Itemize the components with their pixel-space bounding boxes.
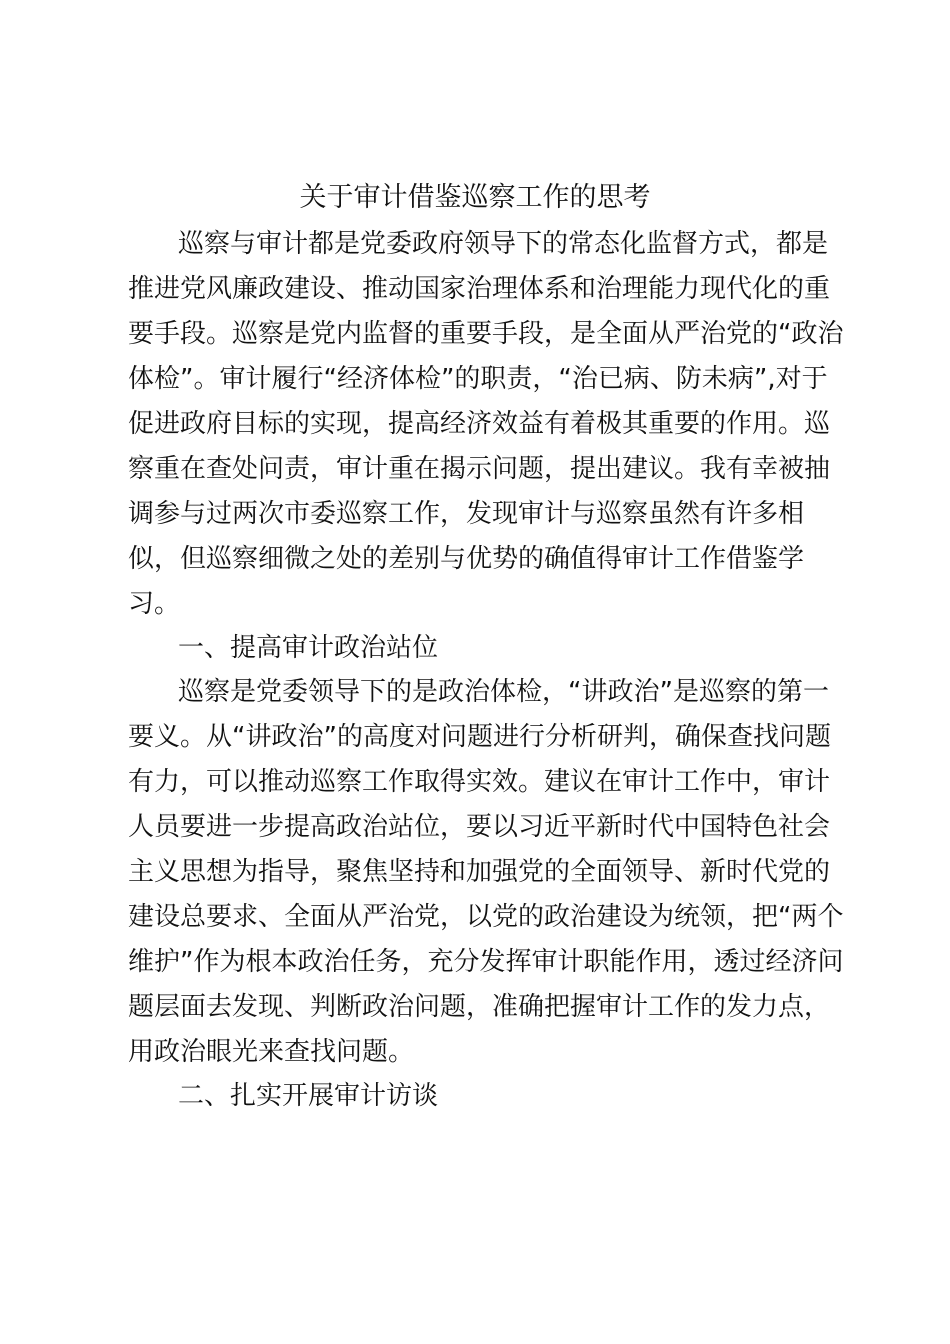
paragraph-1-line-2: 推进党风廉政建设、推动国家治理体系和治理能力现代化的重 — [128, 274, 831, 304]
paragraph-2-line-3: 有力，可以推动巡察工作取得实效。建议在审计工作中，审计 — [128, 767, 831, 797]
paragraph-1-line-3: 要手段。巡察是党内监督的重要手段，是全面从严治党的“政治 — [128, 319, 844, 349]
paragraph-1-line-6: 察重在查处问责，审计重在揭示问题，提出建议。我有幸被抽 — [128, 454, 831, 484]
document-title: 关于审计借鉴巡察工作的思考 — [299, 182, 651, 213]
section-heading-1: 一、提高审计政治站位 — [178, 633, 439, 663]
paragraph-2-line-8: 题层面去发现、判断政治问题，准确把握审计工作的发力点， — [128, 992, 831, 1022]
paragraph-2-line-7: 维护”作为根本政治任务，充分发挥审计职能作用，透过经济问 — [128, 947, 844, 977]
paragraph-2-line-9: 用政治眼光来查找问题。 — [128, 1037, 415, 1067]
paragraph-1-line-5: 促进政府目标的实现，提高经济效益有着极其重要的作用。巡 — [128, 409, 831, 439]
section-heading-2: 二、扎实开展审计访谈 — [178, 1081, 439, 1111]
paragraph-2-line-2: 要义。从“讲政治”的高度对问题进行分析研判，确保查找问题 — [128, 722, 831, 752]
paragraph-2-line-1: 巡察是党委领导下的是政治体检，“讲政治”是巡察的第一 — [178, 677, 829, 707]
paragraph-1-line-8: 似，但巡察细微之处的差别与优势的确值得审计工作借鉴学 — [128, 544, 805, 574]
paragraph-1-line-7: 调参与过两次市委巡察工作，发现审计与巡察虽然有许多相 — [128, 499, 805, 529]
paragraph-2-line-6: 建设总要求、全面从严治党，以党的政治建设为统领，把“两个 — [128, 902, 844, 932]
paragraph-1-line-9: 习。 — [128, 589, 181, 619]
paragraph-1-line-1: 巡察与审计都是党委政府领导下的常态化监督方式，都是 — [178, 229, 829, 259]
paragraph-1-line-4: 体检”。审计履行“经济体检”的职责，“治已病、防未病”,对于 — [128, 364, 828, 394]
paragraph-2-line-4: 人员要进一步提高政治站位，要以习近平新时代中国特色社会 — [128, 812, 831, 842]
paragraph-2-line-5: 主义思想为指导，聚焦坚持和加强党的全面领导、新时代党的 — [128, 857, 831, 887]
